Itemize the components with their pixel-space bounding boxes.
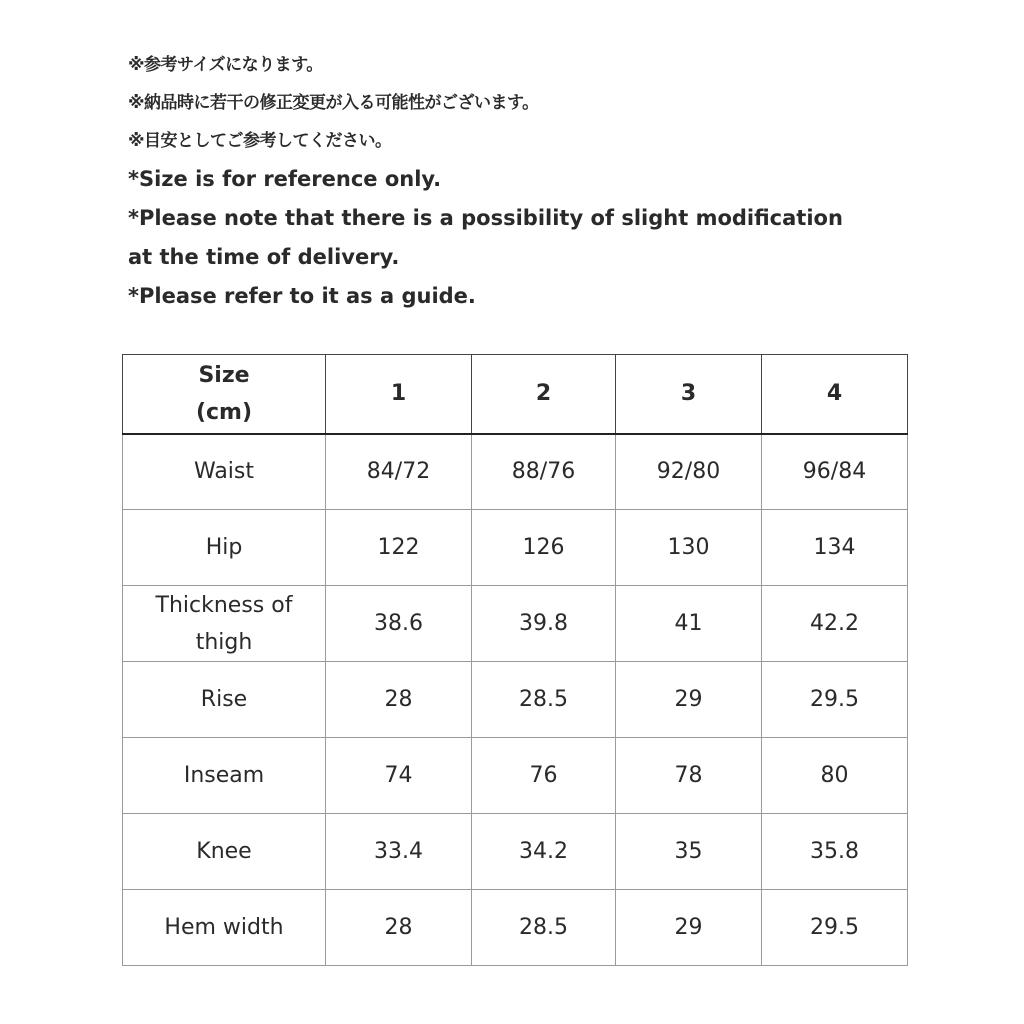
table-cell: 76 [472, 738, 616, 814]
row-label-rise: Rise [123, 662, 326, 738]
table-row [123, 738, 908, 814]
table-cell: 34.2 [472, 814, 616, 890]
row-label-waist: Waist [123, 434, 326, 510]
table-cell: 28 [326, 890, 472, 966]
row-label-thigh-line1: Thickness of [155, 592, 293, 618]
table-header-row [123, 355, 908, 434]
table-cell: 29 [616, 662, 762, 738]
table-row [123, 814, 908, 890]
header-size-3: 3 [616, 355, 762, 434]
notes-section [128, 46, 988, 316]
table-cell: 29.5 [762, 890, 908, 966]
table-cell: 88/76 [472, 434, 616, 510]
note-jp-guide: ※目安としてご参考してください。 [128, 131, 392, 151]
table-cell: 35.8 [762, 814, 908, 890]
table-cell: 29 [616, 890, 762, 966]
header-unit: (cm) [195, 399, 253, 425]
table-cell: 28.5 [472, 662, 616, 738]
table-cell: 33.4 [326, 814, 472, 890]
note-en-reference: *Size is for reference only. [128, 167, 442, 191]
table-row [123, 662, 908, 738]
table-cell: 42.2 [762, 586, 908, 662]
header-size-1: 1 [326, 355, 472, 434]
table-cell: 29.5 [762, 662, 908, 738]
note-jp-modification: ※納品時に若干の修正変更が入る可能性がございます。 [128, 93, 539, 113]
table-cell: 39.8 [472, 586, 616, 662]
row-label-hem-width: Hem width [123, 890, 326, 966]
table-cell: 74 [326, 738, 472, 814]
table-cell: 96/84 [762, 434, 908, 510]
size-chart-table [122, 354, 908, 966]
row-label-thigh-line2: thigh [195, 629, 253, 655]
header-size-word: Size [198, 362, 250, 388]
header-size-label [123, 355, 326, 434]
table-cell: 35 [616, 814, 762, 890]
table-cell: 38.6 [326, 586, 472, 662]
table-row [123, 434, 908, 510]
table-cell: 28 [326, 662, 472, 738]
note-en-modification-cont: at the time of delivery. [128, 245, 400, 269]
table-cell: 78 [616, 738, 762, 814]
table-row [123, 586, 908, 662]
row-label-thigh [123, 586, 326, 662]
header-size-2: 2 [472, 355, 616, 434]
note-jp-reference: ※参考サイズになります。 [128, 55, 323, 75]
table-cell: 80 [762, 738, 908, 814]
header-size-4: 4 [762, 355, 908, 434]
table-cell: 134 [762, 510, 908, 586]
table-cell: 92/80 [616, 434, 762, 510]
note-en-modification: *Please note that there is a possibility of slight modification [128, 206, 843, 230]
table-cell: 84/72 [326, 434, 472, 510]
table-cell: 122 [326, 510, 472, 586]
note-en-guide: *Please refer to it as a guide. [128, 284, 476, 308]
table-cell: 126 [472, 510, 616, 586]
table-row [123, 510, 908, 586]
table-cell: 41 [616, 586, 762, 662]
table-cell: 130 [616, 510, 762, 586]
row-label-knee: Knee [123, 814, 326, 890]
row-label-hip: Hip [123, 510, 326, 586]
table-row [123, 890, 908, 966]
row-label-inseam: Inseam [123, 738, 326, 814]
table-cell: 28.5 [472, 890, 616, 966]
